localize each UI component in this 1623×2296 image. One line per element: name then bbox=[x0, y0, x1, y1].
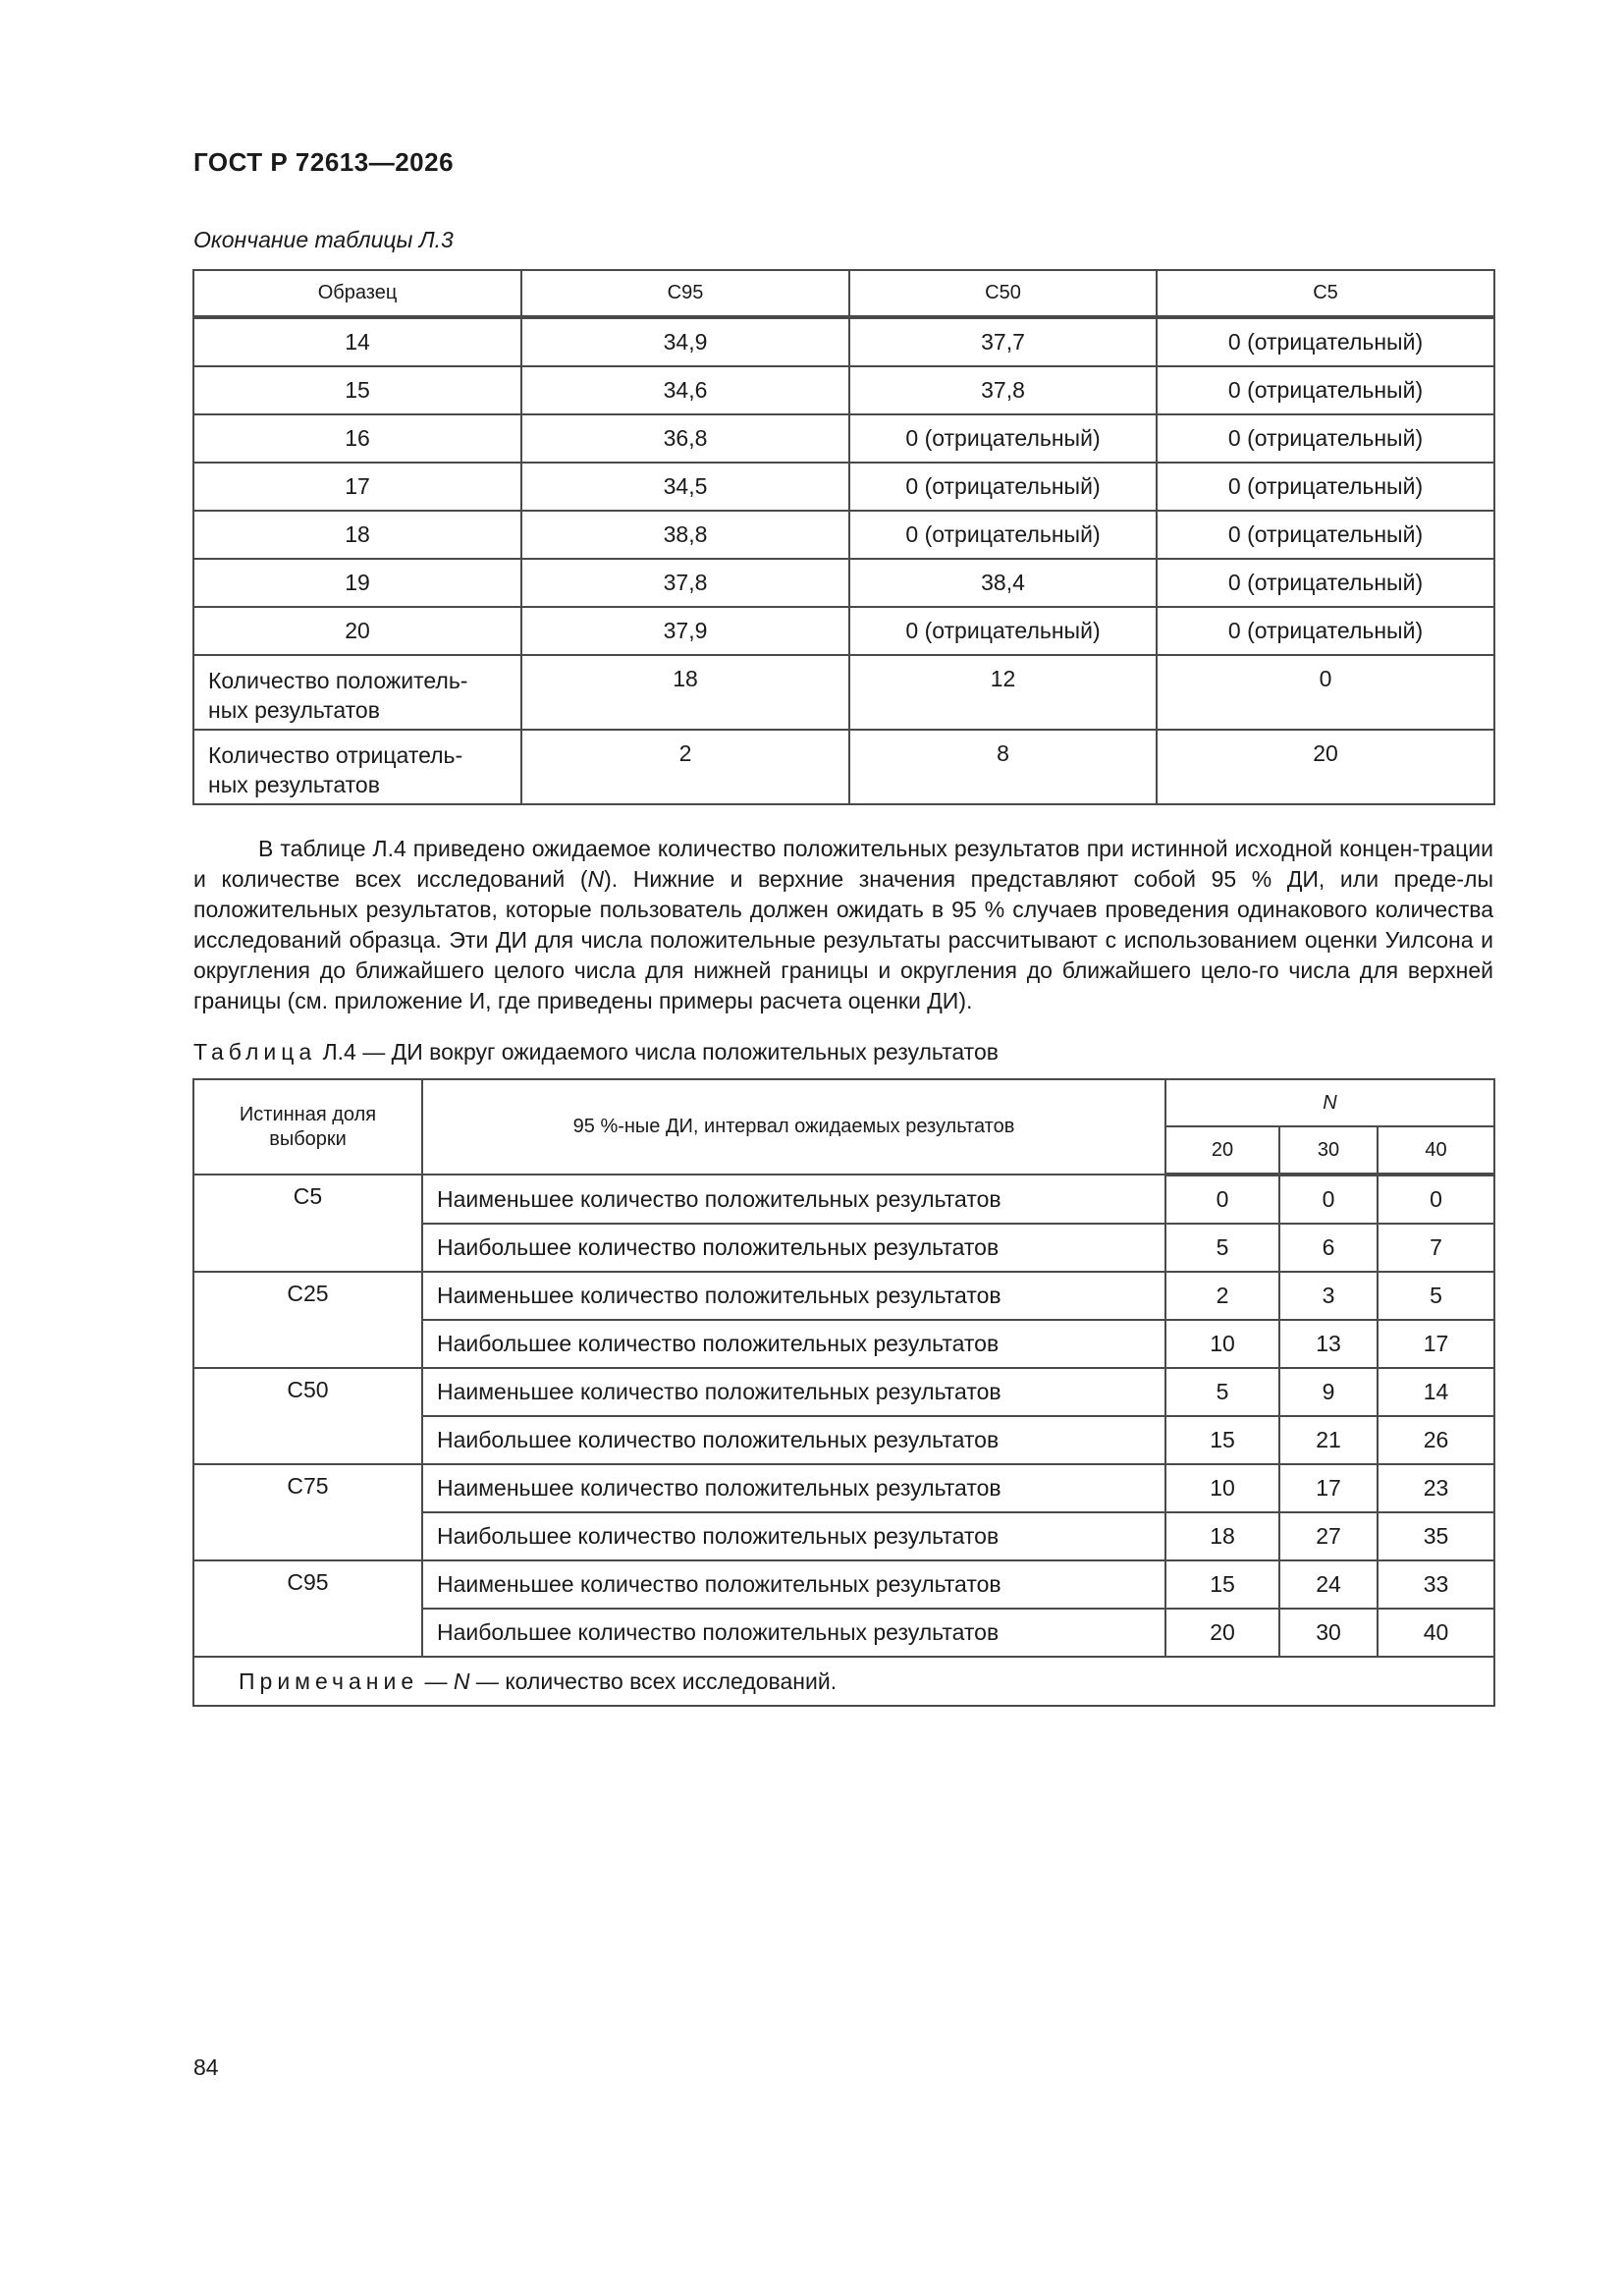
table-cell: 38,8 bbox=[521, 511, 849, 559]
table-cell: 18 bbox=[521, 655, 849, 730]
table-row bbox=[193, 511, 1494, 559]
description-cell: Наименьшее количество положительных результатов bbox=[422, 1368, 1165, 1416]
paragraph-n-symbol: N bbox=[587, 866, 605, 892]
table-cell: 14 bbox=[193, 317, 521, 366]
table-cell: 36,8 bbox=[521, 414, 849, 463]
note-text: — количество всех исследований. bbox=[469, 1667, 838, 1694]
table-cell: 35 bbox=[1378, 1512, 1494, 1560]
table-cell: 14 bbox=[1378, 1368, 1494, 1416]
table-cell: 20 bbox=[1157, 730, 1494, 804]
table-cell: 20 bbox=[1165, 1609, 1279, 1657]
table-cell: 5 bbox=[1165, 1224, 1279, 1272]
table-cell: 0 bbox=[1157, 655, 1494, 730]
summary-label-line: ных результатов bbox=[208, 697, 380, 723]
table-cell: 9 bbox=[1279, 1368, 1378, 1416]
column-header-n-value: 30 bbox=[1279, 1126, 1378, 1175]
description-cell: Наибольшее количество положительных результатов bbox=[422, 1416, 1165, 1464]
table-header-row bbox=[193, 1079, 1494, 1126]
table-cell: 15 bbox=[193, 366, 521, 414]
header-line: выборки bbox=[269, 1127, 347, 1150]
summary-label-line: Количество положитель- bbox=[208, 668, 468, 693]
table-cell: 0 bbox=[1279, 1175, 1378, 1224]
description-cell: Наибольшее количество положительных результатов bbox=[422, 1224, 1165, 1272]
n-symbol: N bbox=[1323, 1091, 1337, 1114]
table-cell: 13 bbox=[1279, 1320, 1378, 1368]
level-cell: C25 bbox=[193, 1272, 422, 1368]
page-number: 84 bbox=[193, 2054, 219, 2080]
table-cell: 23 bbox=[1378, 1464, 1494, 1512]
column-header-sample: Образец bbox=[193, 270, 521, 317]
table-cell: 0 bbox=[1165, 1175, 1279, 1224]
level-cell: C50 bbox=[193, 1368, 422, 1464]
description-cell: Наименьшее количество положительных результатов bbox=[422, 1272, 1165, 1320]
table-cell: 24 bbox=[1279, 1560, 1378, 1609]
table-row bbox=[193, 414, 1494, 463]
table-row bbox=[193, 1560, 1494, 1609]
table-l4 bbox=[192, 1078, 1495, 1707]
column-header-n-value: 40 bbox=[1378, 1126, 1494, 1175]
table-caption-prefix: Таблица bbox=[193, 1039, 317, 1065]
table-cell: 0 (отрицательный) bbox=[1157, 511, 1494, 559]
table-cell: 0 (отрицательный) bbox=[1157, 366, 1494, 414]
table-cell: 33 bbox=[1378, 1560, 1494, 1609]
table-cell: 12 bbox=[849, 655, 1157, 730]
table-cell: 8 bbox=[849, 730, 1157, 804]
table-row bbox=[193, 607, 1494, 655]
table-row bbox=[193, 1368, 1494, 1416]
table-cell: 10 bbox=[1165, 1320, 1279, 1368]
table-cell: 0 (отрицательный) bbox=[1157, 559, 1494, 607]
summary-row-positive bbox=[193, 655, 1494, 730]
table-cell: 37,8 bbox=[521, 559, 849, 607]
table-row bbox=[193, 366, 1494, 414]
level-cell: C5 bbox=[193, 1175, 422, 1272]
description-cell: Наибольшее количество положительных результатов bbox=[422, 1512, 1165, 1560]
table-cell: 0 (отрицательный) bbox=[849, 414, 1157, 463]
column-header-c50: C50 bbox=[849, 270, 1157, 317]
table-cell: 34,9 bbox=[521, 317, 849, 366]
summary-label bbox=[193, 730, 521, 804]
column-header-c5: C5 bbox=[1157, 270, 1494, 317]
table-cell: 15 bbox=[1165, 1416, 1279, 1464]
table-caption-text: Л.4 — ДИ вокруг ожидаемого числа положительных результатов bbox=[316, 1039, 999, 1065]
table-cell: 30 bbox=[1279, 1609, 1378, 1657]
table-cell: 0 (отрицательный) bbox=[1157, 317, 1494, 366]
table-header-row bbox=[193, 270, 1494, 317]
table-row bbox=[193, 559, 1494, 607]
document-code: ГОСТ Р 72613—2026 bbox=[193, 147, 455, 177]
table-cell: 17 bbox=[1279, 1464, 1378, 1512]
table-cell: 16 bbox=[193, 414, 521, 463]
summary-row-negative bbox=[193, 730, 1494, 804]
table-row bbox=[193, 1272, 1494, 1320]
table-cell: 0 (отрицательный) bbox=[1157, 463, 1494, 511]
table-cell: 17 bbox=[193, 463, 521, 511]
note-n-symbol: N bbox=[453, 1667, 470, 1694]
header-line: Истинная доля bbox=[239, 1103, 377, 1125]
table-cell: 37,8 bbox=[849, 366, 1157, 414]
table-cell: 17 bbox=[1378, 1320, 1494, 1368]
table-cell: 38,4 bbox=[849, 559, 1157, 607]
table-cell: 37,7 bbox=[849, 317, 1157, 366]
level-cell: C75 bbox=[193, 1464, 422, 1560]
table-cell: 40 bbox=[1378, 1609, 1494, 1657]
level-cell: C95 bbox=[193, 1560, 422, 1657]
table-cell: 20 bbox=[193, 607, 521, 655]
table-cell: 10 bbox=[1165, 1464, 1279, 1512]
table-cell: 0 (отрицательный) bbox=[849, 463, 1157, 511]
table-cell: 18 bbox=[1165, 1512, 1279, 1560]
table-cell: 37,9 bbox=[521, 607, 849, 655]
table-cell: 3 bbox=[1279, 1272, 1378, 1320]
table-cell: 34,6 bbox=[521, 366, 849, 414]
table-cell: 5 bbox=[1165, 1368, 1279, 1416]
description-cell: Наименьшее количество положительных результатов bbox=[422, 1560, 1165, 1609]
table-cell: 19 bbox=[193, 559, 521, 607]
body-paragraph bbox=[193, 834, 1493, 1016]
column-header-n-value: 20 bbox=[1165, 1126, 1279, 1175]
table-cell: 2 bbox=[521, 730, 849, 804]
table-cell: 18 bbox=[193, 511, 521, 559]
description-cell: Наименьшее количество положительных результатов bbox=[422, 1464, 1165, 1512]
table-cell: 6 bbox=[1279, 1224, 1378, 1272]
table-cell: 34,5 bbox=[521, 463, 849, 511]
table-row bbox=[193, 1464, 1494, 1512]
table-cell: 0 (отрицательный) bbox=[849, 511, 1157, 559]
summary-label-line: ных результатов bbox=[208, 772, 380, 797]
summary-label-line: Количество отрицатель- bbox=[208, 742, 463, 768]
table-cell: 0 (отрицательный) bbox=[1157, 607, 1494, 655]
table-cell: 0 (отрицательный) bbox=[849, 607, 1157, 655]
table-row bbox=[193, 463, 1494, 511]
table-cell: 26 bbox=[1378, 1416, 1494, 1464]
table-row bbox=[193, 1175, 1494, 1224]
table-note bbox=[193, 1657, 1494, 1706]
table-cell: 21 bbox=[1279, 1416, 1378, 1464]
table-row bbox=[193, 317, 1494, 366]
column-header-interval: 95 %-ные ДИ, интервал ожидаемых результатов bbox=[422, 1079, 1165, 1175]
paragraph-text: ). Нижние и верхние значения представляют собой 95 % ДИ, или преде-лы положительных результатов, которые пользователь должен ожидать в 95 % случаев проведения одинакового количества исследований образца. Эти ДИ для числа положительные результаты рассчитывают с использованием оценки Уилсона и округления до ближайшего целого числа для нижней границы и округления до ближайшего цело-го числа для верхней границы (см. приложение И, где приведены примеры расчета оценки ДИ). bbox=[193, 866, 1493, 1013]
table-continuation-caption: Окончание таблицы Л.3 bbox=[193, 227, 454, 252]
table-l4-caption bbox=[193, 1039, 999, 1066]
note-prefix: Примечание bbox=[239, 1667, 419, 1694]
table-cell: 7 bbox=[1378, 1224, 1494, 1272]
table-cell: 27 bbox=[1279, 1512, 1378, 1560]
table-cell: 5 bbox=[1378, 1272, 1494, 1320]
table-l3 bbox=[192, 269, 1495, 805]
summary-label bbox=[193, 655, 521, 730]
description-cell: Наибольшее количество положительных результатов bbox=[422, 1320, 1165, 1368]
table-cell: 15 bbox=[1165, 1560, 1279, 1609]
table-cell: 0 bbox=[1378, 1175, 1494, 1224]
note-dash: — bbox=[418, 1667, 454, 1694]
table-cell: 2 bbox=[1165, 1272, 1279, 1320]
description-cell: Наибольшее количество положительных результатов bbox=[422, 1609, 1165, 1657]
description-cell: Наименьшее количество положительных результатов bbox=[422, 1175, 1165, 1224]
table-note-row bbox=[193, 1657, 1494, 1706]
column-header-c95: C95 bbox=[521, 270, 849, 317]
table-cell: 0 (отрицательный) bbox=[1157, 414, 1494, 463]
column-header-n bbox=[1165, 1079, 1494, 1126]
paragraph-text: В таблице Л.4 приведено ожидаемое количество положительных результатов при истинной исходной концен-трации и количестве всех исследований ( bbox=[193, 836, 1493, 892]
column-header-true-fraction bbox=[193, 1079, 422, 1175]
